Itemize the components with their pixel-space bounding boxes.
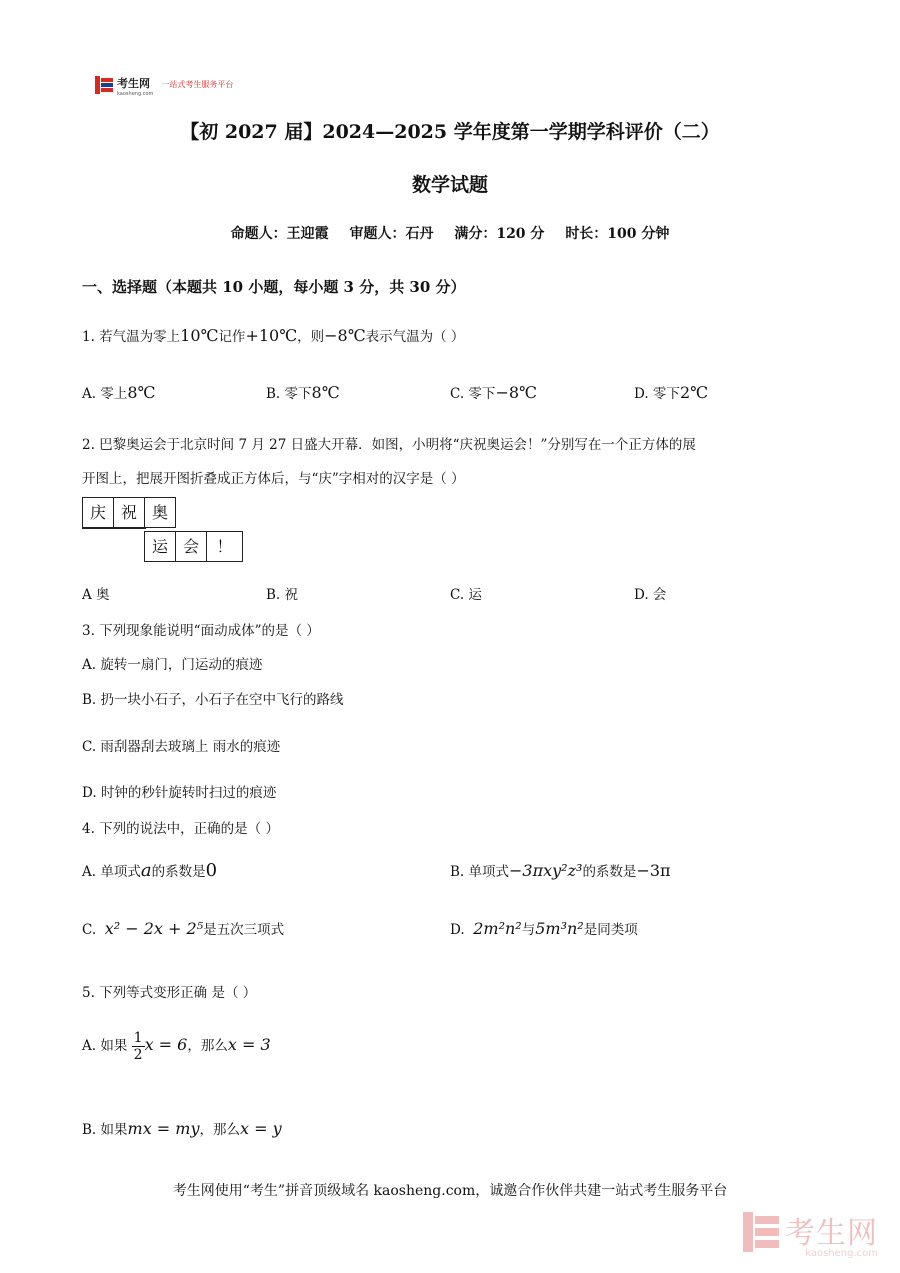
watermark-text: 考生网 kaosheng.com [785, 1216, 878, 1259]
q5-option-b: B. 如果mx = my，那么x = y [82, 1119, 282, 1138]
q4-option-b: B. 单项式−3πxy²z³的系数是−3π [450, 861, 671, 880]
meta-score: 满分：120 分 [454, 226, 545, 242]
question-5: 5. 下列等式变形正确 是（ ） [82, 985, 257, 1001]
question-1: 1. 若气温为零上10℃记作+10℃，则−8℃表示气温为（ ） [82, 326, 465, 345]
q3-option-c: C. 雨刮器刮去玻璃上 雨水的痕迹 [82, 739, 281, 755]
q3-option-d: D. 时钟的秒针旋转时扫过的痕迹 [82, 785, 277, 801]
net-cell: 祝 [113, 497, 145, 528]
net-cell: 奥 [144, 497, 176, 528]
question-2-line2: 开图上，把展开图折叠成正方体后，与“庆”字相对的汉字是（ ） [82, 471, 465, 487]
q2-option-b: B. 祝 [266, 587, 299, 603]
page-footer: 考生网使用“考生”拼音顶级域名 kaosheng.com，诚邀合作伙伴共建一站式考生服务平台 [172, 1183, 728, 1199]
q4-option-a: A. 单项式a的系数是0 [82, 860, 218, 881]
exam-subtitle: 数学试题 [411, 174, 488, 196]
exam-meta [0, 223, 900, 243]
q1-option-a: A. 零上8℃ [82, 383, 156, 402]
question-4: 4. 下列的说法中，正确的是（ ） [82, 821, 279, 837]
q2-option-a: A 奥 [82, 587, 110, 603]
exam-title: 【初 2027 届】2024—2025 学年度第一学期学科评价（二） [180, 121, 720, 143]
section-heading: 一、选择题（本题共 10 小题，每小题 3 分，共 30 分） [82, 278, 466, 296]
q1-option-b: B. 零下8℃ [266, 383, 340, 402]
fraction: $\frac{1}{2}$ [133, 1030, 143, 1063]
q1-option-c: C. 零下−8℃ [450, 383, 537, 402]
question-3: 3. 下列现象能说明“面动成体”的是（ ） [82, 623, 320, 639]
question-2-line1: 2. 巴黎奥运会于北京时间 7 月 27 日盛大开幕．如图，小明将“庆祝奥运会！”分别写在一个正方体的展 [82, 437, 696, 453]
q2-option-d: D. 会 [634, 587, 667, 603]
q5-option-a: A. 如果 $\frac{1}{2}$ x = 6，那么x = 3 [82, 1030, 271, 1063]
q4-option-d: D. 2m²n²与5m³n²是同类项 [450, 919, 638, 938]
net-cell: 会 [175, 531, 207, 562]
net-cell: 庆 [82, 497, 114, 528]
q3-option-b: B. 扔一块小石子，小石子在空中飞行的路线 [82, 692, 344, 708]
net-divider [82, 528, 146, 529]
q1-option-d: D. 零下2℃ [634, 383, 709, 402]
logo-icon [95, 76, 113, 94]
watermark-logo-icon [743, 1212, 779, 1256]
meta-reviewer: 审题人：石丹 [349, 226, 434, 242]
q2-option-c: C. 运 [450, 587, 482, 603]
meta-author: 命题人：王迎霞 [230, 226, 329, 242]
meta-duration: 时长：100 分钟 [565, 226, 670, 242]
net-cell: 运 [144, 531, 176, 562]
watermark [743, 1208, 878, 1259]
logo-wordmark: 考生网 kaosheng.com [117, 77, 154, 97]
logo-slogan: 一站式考生服务平台 [161, 80, 234, 89]
net-cell: ！ [206, 531, 243, 562]
q4-option-c: C. x² − 2x + 2⁵是五次三项式 [82, 919, 285, 938]
site-logo [95, 72, 233, 97]
q3-option-a: A. 旋转一扇门，门运动的痕迹 [82, 657, 263, 673]
